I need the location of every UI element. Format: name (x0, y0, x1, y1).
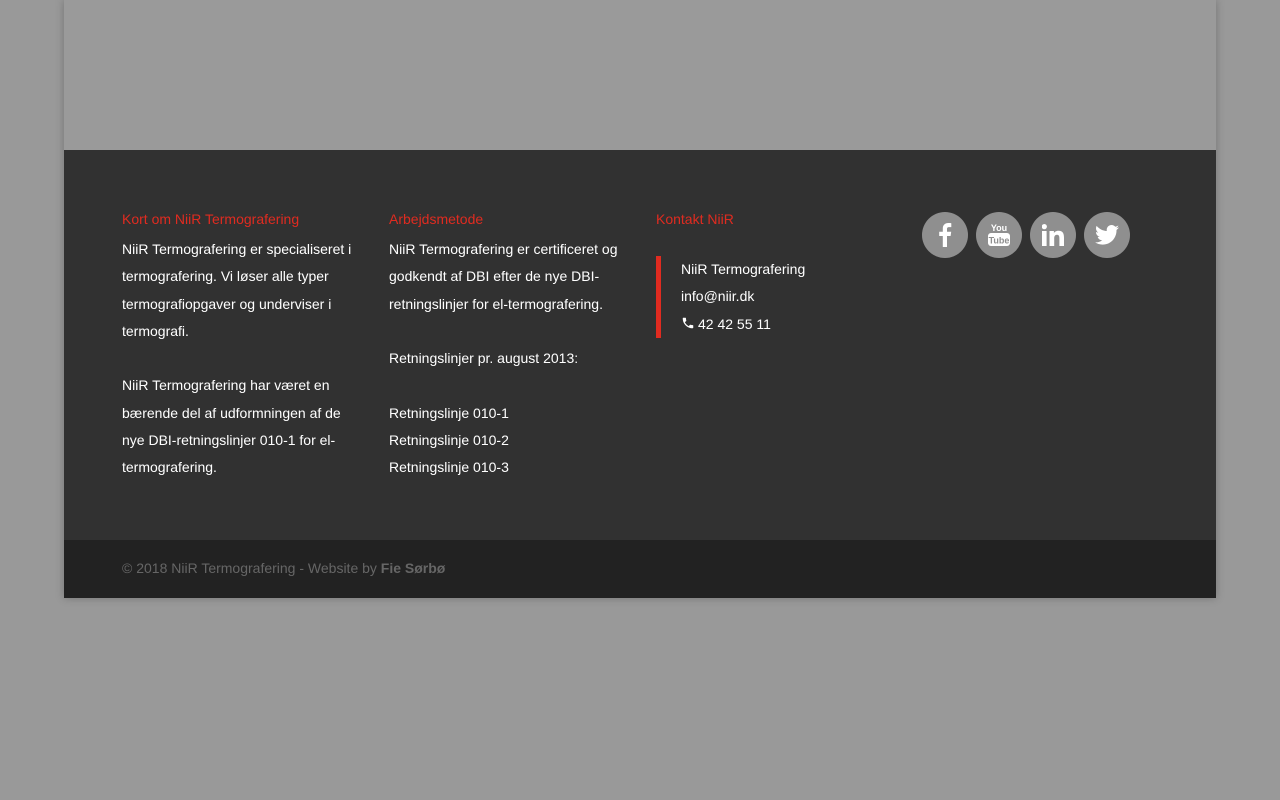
guideline-link-010-2[interactable]: Retningslinje 010-2 (389, 432, 509, 449)
copyright-text (122, 558, 445, 578)
about-paragraph-2: NiiR Termografering har været en bærende del af udformningen af de nye DBI-retningslinjer 010-1 for el-termografering. (122, 377, 341, 476)
twitter-icon (1095, 225, 1119, 245)
svg-text:You: You (990, 223, 1008, 233)
guideline-link-010-1[interactable]: Retningslinje 010-1 (389, 404, 509, 421)
contact-heading: Kontakt NiiR (656, 211, 734, 227)
phone-icon (681, 312, 695, 326)
contact-box (656, 256, 896, 338)
facebook-button[interactable] (922, 212, 968, 258)
twitter-button[interactable] (1084, 212, 1130, 258)
about-paragraph-1: NiiR Termografering er specialiseret i termografering. Vi løser alle typer termografiopgaver og underviser i termografi. (122, 241, 352, 339)
footer (64, 150, 1216, 540)
facebook-icon (938, 223, 952, 247)
youtube-button[interactable] (976, 212, 1022, 258)
linkedin-button[interactable] (1030, 212, 1076, 258)
method-paragraph-2: Retningslinjer pr. august 2013: (389, 350, 579, 367)
contact-phone[interactable] (681, 311, 896, 338)
about-heading: Kort om NiiR Termografering (122, 211, 300, 227)
contact-phone-number: 42 42 55 11 (698, 315, 771, 332)
footer-method-column (389, 208, 629, 482)
contact-company: NiiR Termografering (681, 261, 806, 277)
svg-text:Tube: Tube (988, 235, 1010, 246)
method-paragraph-1: NiiR Termografering er certificeret og godkendt af DBI efter de nye DBI-retningslinjer for el-termografering. (389, 241, 618, 312)
bottom-bar (64, 540, 1216, 598)
guideline-link-010-3[interactable]: Retningslinje 010-3 (389, 459, 509, 476)
footer-about-column (122, 208, 362, 482)
method-heading: Arbejdsmetode (389, 211, 484, 227)
youtube-icon (987, 222, 1011, 248)
page-container (64, 0, 1216, 598)
contact-email-link[interactable]: info@niir.dk (681, 288, 755, 305)
footer-contact-column (656, 208, 896, 338)
author-link[interactable]: Fie Sørbø (380, 560, 446, 576)
linkedin-icon (1042, 224, 1064, 246)
content-area (64, 0, 1216, 150)
social-links (922, 212, 1130, 258)
copyright-prefix: © 2018 NiiR Termografering - Website by (122, 560, 381, 576)
